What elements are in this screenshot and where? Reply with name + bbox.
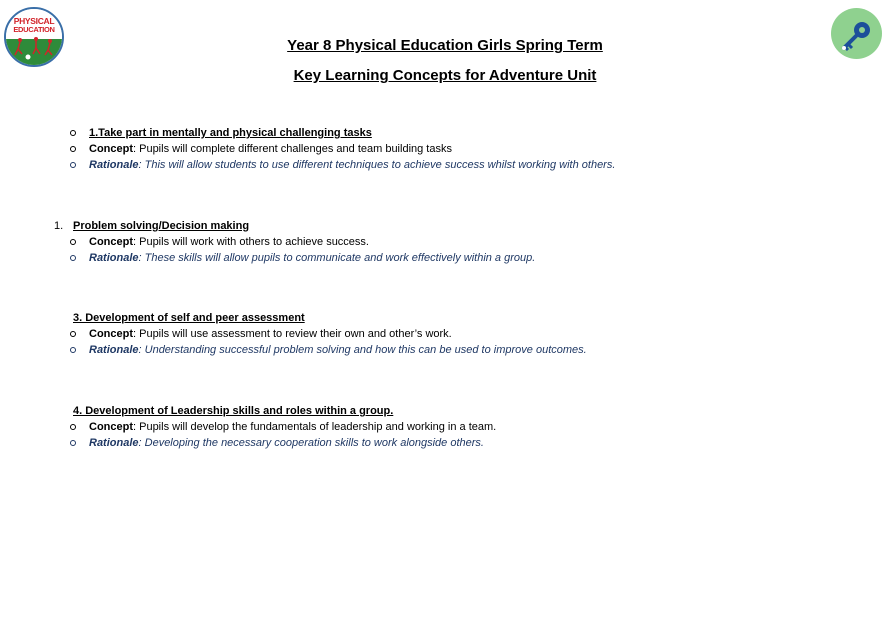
bullet-icon [70, 239, 76, 245]
concept-text: : Pupils will complete different challenges and team building tasks [133, 143, 452, 155]
rationale-label: Rationale [89, 344, 139, 356]
concept-text: : Pupils will work with others to achieve success. [133, 236, 369, 248]
rationale-text: : These skills will allow pupils to communicate and work effectively within a group. [138, 252, 536, 264]
rationale-text: : Understanding successful problem solving and how this can be used to improve outcomes. [138, 344, 587, 356]
page-title: Year 8 Physical Education Girls Spring Term [287, 37, 603, 54]
concept-label: Concept [89, 143, 133, 155]
bullet-icon [70, 255, 76, 261]
section-4 [0, 403, 890, 451]
rationale-line [89, 342, 587, 358]
bullet-icon [70, 130, 76, 136]
section-heading: 4. Development of Leadership skills and roles within a group. [73, 405, 394, 417]
logo-text-line1: PHYSICAL [13, 16, 55, 26]
rationale-text: : This will allow students to use different techniques to achieve success whilst working with others. [138, 159, 616, 171]
bullet-icon [70, 331, 76, 337]
rationale-label: Rationale [89, 437, 139, 449]
concept-text: : Pupils will use assessment to review their own and other’s work. [133, 328, 452, 340]
concept-line [89, 234, 369, 250]
concept-label: Concept [89, 236, 133, 248]
rationale-line [89, 435, 484, 451]
rationale-label: Rationale [89, 159, 139, 171]
page-subtitle: Key Learning Concepts for Adventure Unit [293, 67, 597, 84]
concept-label: Concept [89, 421, 133, 433]
bullet-icon [70, 347, 76, 353]
section-1 [0, 125, 890, 173]
bullet-icon [70, 424, 76, 430]
concept-label: Concept [89, 328, 133, 340]
rationale-label: Rationale [89, 252, 139, 264]
concept-line [89, 326, 452, 342]
section-heading: 3. Development of self and peer assessment [73, 312, 305, 324]
bullet-icon [70, 440, 76, 446]
section-3 [0, 310, 890, 358]
bullet-icon [70, 146, 76, 152]
list-number: 1. [54, 220, 64, 232]
concept-line [89, 141, 452, 157]
concept-line [89, 419, 496, 435]
rationale-text: : Developing the necessary cooperation skills to work alongside others. [138, 437, 484, 449]
section-heading: 1.Take part in mentally and physical challenging tasks [89, 127, 372, 139]
rationale-line [89, 157, 615, 173]
section-heading: Problem solving/Decision making [73, 220, 250, 232]
bullet-icon [70, 162, 76, 168]
logo-text-line2: EDUCATION [13, 25, 55, 34]
rationale-line [89, 250, 535, 266]
concept-text: : Pupils will develop the fundamentals of leadership and working in a team. [133, 421, 497, 433]
section-2 [0, 218, 890, 266]
